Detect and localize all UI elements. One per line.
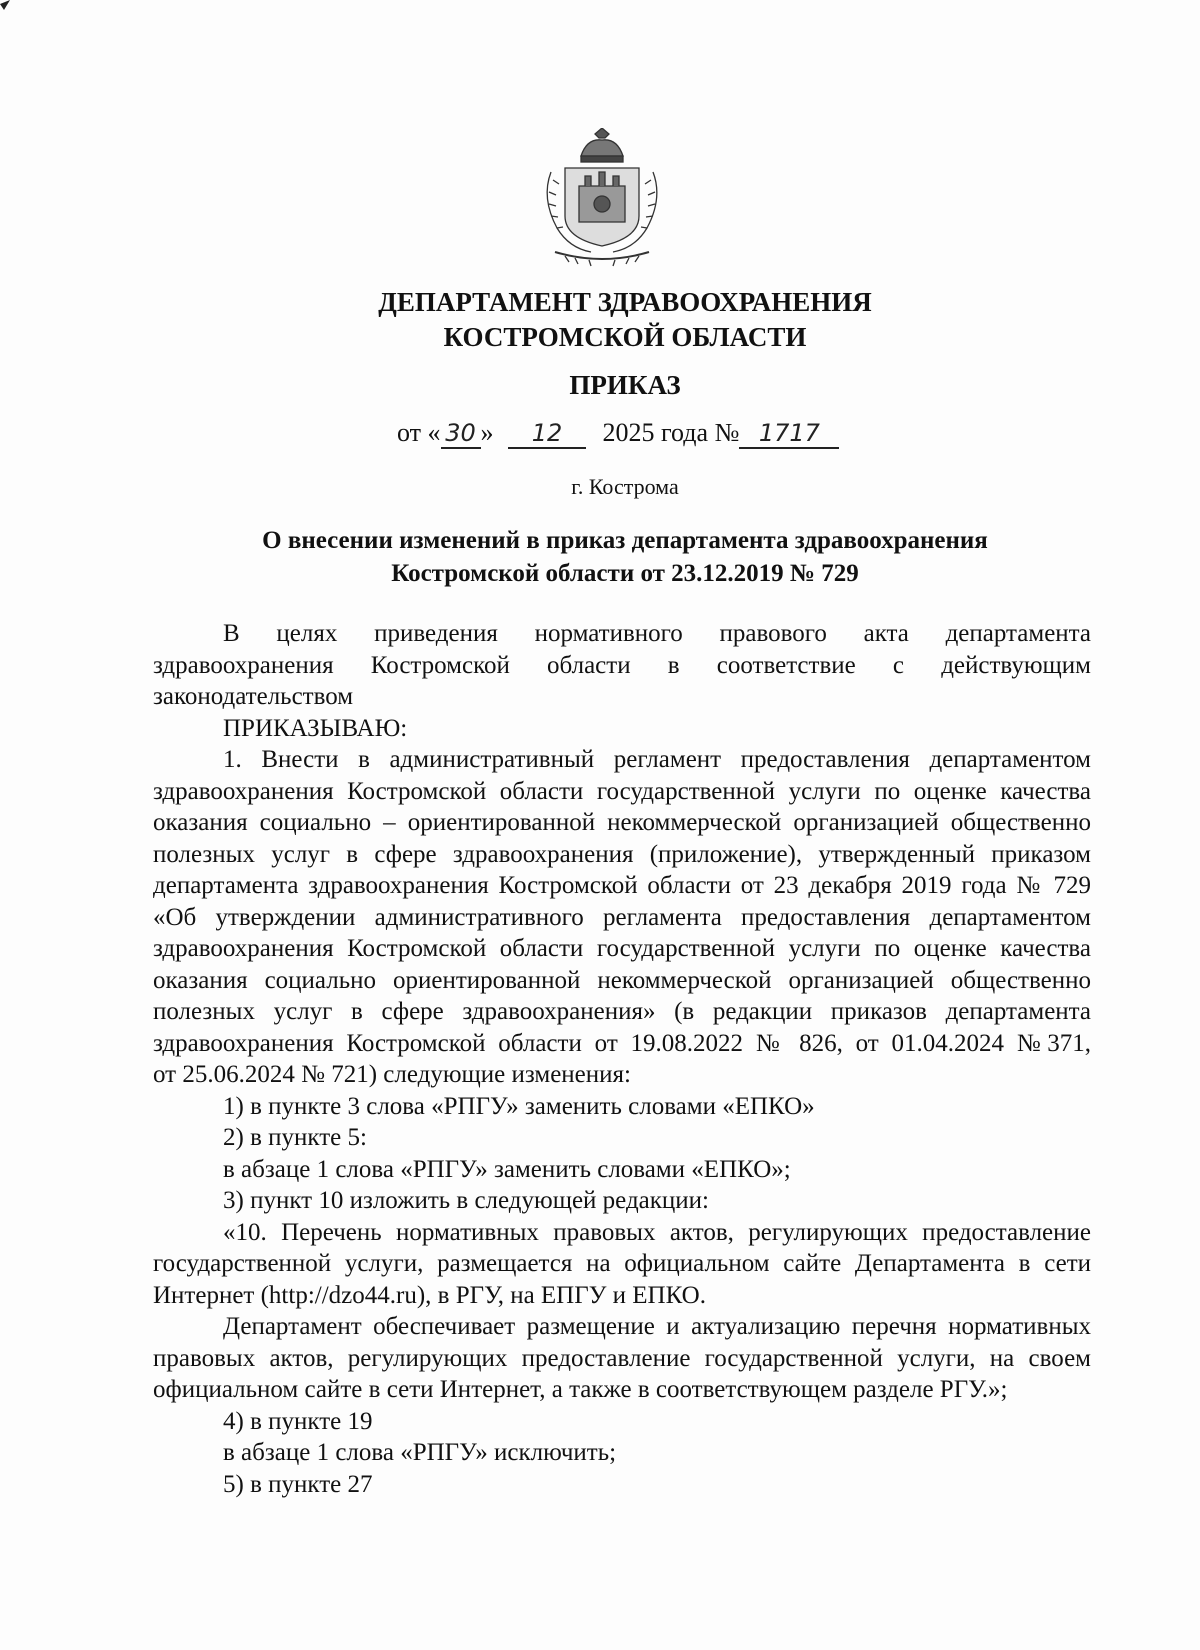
title-line-1: О внесении изменений в приказ департамента здравоохранения	[262, 527, 988, 554]
coat-of-arms-emblem	[535, 128, 670, 268]
subitem-2-text: в абзаце 1 слова «РПГУ» заменить словами «ЕПКО»;	[223, 1155, 791, 1183]
order-word: ПРИКАЗЫВАЮ:	[223, 714, 408, 742]
item-1-end: от 25.06.2024 № 721) следующие изменения:	[153, 1061, 631, 1088]
subitem-5: 5) в пункте 27	[223, 1470, 373, 1498]
document-type: ПРИКАЗ	[569, 370, 681, 400]
org-line-2: КОСТРОМСКОЙ ОБЛАСТИ	[443, 322, 807, 352]
subitem-4: 4) в пункте 19	[223, 1407, 373, 1435]
date-prefix: от «	[397, 418, 441, 447]
document-title	[0, 524, 1200, 590]
subitem-3: 3) пункт 10 изложить в следующей редакции:	[223, 1187, 709, 1214]
document-body	[153, 618, 1091, 1500]
org-line-1: ДЕПАРТАМЕНТ ЗДРАВООХРАНЕНИЯ	[378, 287, 872, 317]
subitem-2: 2) в пункте 5:	[223, 1124, 367, 1151]
subitem-1: 1) в пункте 3 слова «РПГУ» заменить словами «ЕПКО»	[223, 1092, 815, 1120]
preamble-paragraph: В целях приведения нормативного правового акта департамента здравоохранения Костромской области в соответствие с действующим законодательством	[153, 620, 1091, 710]
handwritten-day: 30	[441, 419, 481, 449]
title-line-2: Костромской области от 23.12.2019 № 729	[391, 560, 859, 587]
point-10-second-paragraph: Департамент обеспечивает размещение и актуализацию перечня нормативных правовых актов, регулирующих предоставление государственной услуги, на своем официальном сайте в сети Интернет, а также в соответствующем разделе РГУ.»;	[153, 1313, 1091, 1403]
organization-name	[0, 285, 1200, 355]
city: г. Кострома	[571, 474, 679, 499]
year-text: 2025 года №	[602, 418, 740, 447]
scan-corner-mark	[0, 0, 14, 14]
date-mid: »	[480, 418, 494, 447]
date-number-line	[397, 418, 839, 449]
subitem-4-text: в абзаце 1 слова «РПГУ» исключить;	[223, 1439, 617, 1466]
point-10-paragraph: «10. Перечень нормативных правовых актов, регулирующих предоставление государственной услуги, размещается на официальном сайте Департамента в сети Интернет (http://dzo44.ru), в РГУ, на ЕПГУ и ЕПКО.	[153, 1218, 1091, 1309]
item-1-paragraph: 1. Внести в административный регламент предоставления департаментом здравоохранения Костромской области государственной услуги по оценке качества оказания социально – ориентированной некоммерческой организацией общественно полезных услуг в сфере здравоохранения (приложение), утвержденный приказом департамента здравоохранения Костромской области от 23 декабря 2019 года № 729 «Об утверждении административного регламента предоставления департаментом здравоохранения Костромской области государственной услуги по оценке качества оказания социально ориентированной некоммерческой организацией общественно полезных услуг в сфере здравоохранения» (в редакции приказов департамента здравоохранения Костромской области от 19.08.2022 № 826, от 01.04.2024 №371,	[153, 746, 1091, 1057]
handwritten-number: 1717	[739, 419, 839, 449]
handwritten-month: 12	[508, 419, 586, 449]
